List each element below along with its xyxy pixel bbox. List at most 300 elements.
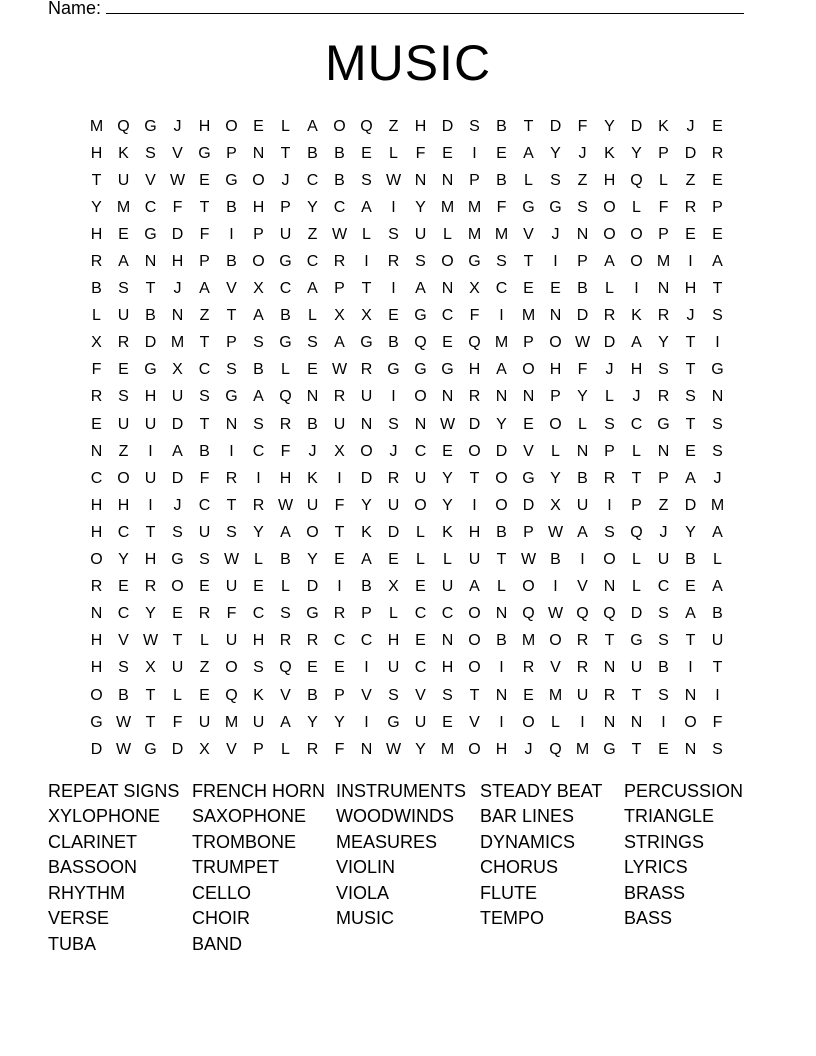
grid-letter: I xyxy=(391,280,396,298)
grid-letter: R xyxy=(306,632,319,650)
grid-letter: W xyxy=(142,632,159,650)
grid-letter: T xyxy=(685,361,696,379)
grid-letter: H xyxy=(90,523,103,541)
grid-letter: U xyxy=(657,551,670,569)
grid-letter: R xyxy=(684,198,697,216)
grid-letter: C xyxy=(252,605,265,623)
grid-letter: B xyxy=(496,117,507,135)
grid-letter: T xyxy=(91,171,102,189)
grid-letter: W xyxy=(547,523,564,541)
grid-letter: U xyxy=(414,225,427,243)
grid-letter: N xyxy=(495,686,508,704)
grid-letter: N xyxy=(711,388,724,406)
grid-letter: F xyxy=(334,740,345,758)
grid-letter: I xyxy=(364,659,369,677)
grid-letter: T xyxy=(361,280,372,298)
grid-letter: J xyxy=(605,361,614,379)
grid-letter: U xyxy=(360,388,373,406)
grid-row xyxy=(83,221,733,248)
grid-letter: Z xyxy=(685,171,696,189)
grid-letter: K xyxy=(253,686,264,704)
grid-letter: G xyxy=(522,198,535,216)
grid-letter: M xyxy=(467,225,482,243)
grid-letter: O xyxy=(414,496,427,514)
grid-letter: Q xyxy=(630,171,643,189)
grid-letter: E xyxy=(685,578,696,596)
grid-letter: S xyxy=(658,605,669,623)
grid-letter: F xyxy=(577,361,588,379)
grid-letter: S xyxy=(550,171,561,189)
grid-letter: O xyxy=(225,659,238,677)
grid-letter: N xyxy=(441,171,454,189)
grid-letter: U xyxy=(198,523,211,541)
grid-letter: H xyxy=(144,551,157,569)
grid-letter: E xyxy=(199,171,210,189)
grid-letter: R xyxy=(387,469,400,487)
grid-letter: Y xyxy=(658,334,669,352)
word-list-item: WOODWINDS xyxy=(336,806,454,827)
grid-letter: U xyxy=(117,307,130,325)
grid-letter: Y xyxy=(118,551,129,569)
grid-letter: P xyxy=(523,523,534,541)
grid-letter: W xyxy=(115,713,132,731)
word-list-row xyxy=(48,906,768,932)
grid-letter: W xyxy=(547,605,564,623)
grid-letter: T xyxy=(280,144,291,162)
grid-letter: E xyxy=(442,144,453,162)
grid-letter: I xyxy=(391,198,396,216)
grid-letter: J xyxy=(389,442,398,460)
grid-letter: U xyxy=(306,496,319,514)
grid-letter: A xyxy=(280,713,291,731)
grid-letter: G xyxy=(387,361,400,379)
grid-letter: V xyxy=(523,225,534,243)
grid-letter: D xyxy=(171,225,184,243)
grid-letter: V xyxy=(469,713,480,731)
grid-letter: N xyxy=(90,442,103,460)
grid-letter: J xyxy=(173,496,182,514)
grid-letter: W xyxy=(574,334,591,352)
grid-letter: R xyxy=(279,632,292,650)
grid-letter: G xyxy=(414,307,427,325)
grid-letter: P xyxy=(253,740,264,758)
grid-letter: A xyxy=(712,253,723,271)
grid-letter: E xyxy=(253,117,264,135)
grid-letter: L xyxy=(173,686,182,704)
grid-letter: R xyxy=(90,388,103,406)
grid-letter: F xyxy=(577,117,588,135)
grid-letter: H xyxy=(441,659,454,677)
grid-letter: S xyxy=(226,361,237,379)
grid-letter: Q xyxy=(360,117,373,135)
grid-letter: N xyxy=(90,605,103,623)
grid-letter: I xyxy=(364,713,369,731)
grid-letter: A xyxy=(685,605,696,623)
grid-letter: M xyxy=(710,496,725,514)
grid-letter: I xyxy=(364,253,369,271)
grid-letter: W xyxy=(385,740,402,758)
grid-letter: L xyxy=(416,523,425,541)
grid-letter: D xyxy=(441,117,454,135)
grid-letter: V xyxy=(523,442,534,460)
grid-letter: N xyxy=(657,442,670,460)
grid-letter: G xyxy=(468,253,481,271)
grid-letter: H xyxy=(171,253,184,271)
grid-letter: V xyxy=(226,280,237,298)
grid-letter: G xyxy=(387,713,400,731)
grid-letter: U xyxy=(576,686,589,704)
grid-row xyxy=(83,492,733,519)
grid-row xyxy=(83,303,733,330)
grid-letter: F xyxy=(334,496,345,514)
grid-letter: R xyxy=(117,334,130,352)
grid-letter: T xyxy=(226,307,237,325)
grid-letter: O xyxy=(252,171,265,189)
grid-letter: S xyxy=(712,442,723,460)
grid-letter: R xyxy=(252,496,265,514)
grid-letter: L xyxy=(362,225,371,243)
grid-letter: G xyxy=(171,551,184,569)
grid-letter: J xyxy=(632,388,641,406)
grid-letter: T xyxy=(145,523,156,541)
grid-letter: D xyxy=(684,144,697,162)
grid-letter: T xyxy=(712,280,723,298)
grid-letter: G xyxy=(90,713,103,731)
name-blank-line xyxy=(106,0,744,14)
grid-letter: O xyxy=(441,253,454,271)
grid-letter: E xyxy=(685,442,696,460)
grid-letter: E xyxy=(199,686,210,704)
grid-letter: O xyxy=(630,253,643,271)
grid-letter: P xyxy=(280,198,291,216)
grid-letter: T xyxy=(226,496,237,514)
grid-letter: J xyxy=(659,523,668,541)
grid-letter: Z xyxy=(658,496,669,514)
grid-letter: O xyxy=(306,523,319,541)
grid-letter: R xyxy=(468,388,481,406)
grid-letter: A xyxy=(118,253,129,271)
grid-letter: I xyxy=(661,713,666,731)
grid-letter: N xyxy=(576,225,589,243)
grid-letter: B xyxy=(550,551,561,569)
grid-letter: O xyxy=(468,605,481,623)
grid-row xyxy=(83,465,733,492)
grid-letter: I xyxy=(553,578,558,596)
grid-letter: Y xyxy=(685,523,696,541)
grid-letter: P xyxy=(361,605,372,623)
grid-letter: E xyxy=(388,551,399,569)
grid-letter: C xyxy=(198,361,211,379)
grid-letter: B xyxy=(199,442,210,460)
grid-letter: C xyxy=(117,523,130,541)
name-field xyxy=(48,0,744,19)
grid-letter: U xyxy=(333,415,346,433)
grid-letter: Z xyxy=(577,171,588,189)
grid-letter: D xyxy=(171,740,184,758)
grid-letter: G xyxy=(144,117,157,135)
grid-row xyxy=(83,682,733,709)
grid-letter: B xyxy=(361,578,372,596)
grid-letter: U xyxy=(117,415,130,433)
grid-row xyxy=(83,330,733,357)
grid-letter: Q xyxy=(522,605,535,623)
grid-letter: R xyxy=(333,253,346,271)
grid-letter: K xyxy=(118,144,129,162)
word-list-item: BAR LINES xyxy=(480,806,575,827)
grid-letter: R xyxy=(198,605,211,623)
grid-letter: N xyxy=(630,713,643,731)
grid-letter: W xyxy=(385,171,402,189)
grid-letter: E xyxy=(415,632,426,650)
grid-letter: J xyxy=(686,117,695,135)
grid-letter: F xyxy=(226,605,237,623)
grid-letter: L xyxy=(92,307,101,325)
grid-letter: R xyxy=(657,307,670,325)
word-list-row xyxy=(48,880,768,906)
grid-letter: V xyxy=(226,740,237,758)
grid-letter: R xyxy=(576,632,589,650)
grid-letter: C xyxy=(495,280,508,298)
grid-letter: C xyxy=(360,632,373,650)
grid-letter: T xyxy=(685,334,696,352)
grid-row xyxy=(83,547,733,574)
grid-row xyxy=(83,438,733,465)
grid-letter: E xyxy=(685,225,696,243)
grid-letter: I xyxy=(337,578,342,596)
grid-letter: G xyxy=(657,415,670,433)
grid-letter: G xyxy=(225,388,238,406)
grid-letter: J xyxy=(686,307,695,325)
grid-letter: E xyxy=(442,442,453,460)
grid-letter: B xyxy=(577,469,588,487)
grid-row xyxy=(83,140,733,167)
grid-letter: L xyxy=(632,551,641,569)
grid-letter: B xyxy=(226,253,237,271)
grid-letter: M xyxy=(440,740,455,758)
grid-letter: N xyxy=(603,713,616,731)
grid-letter: T xyxy=(523,117,534,135)
grid-letter: T xyxy=(145,280,156,298)
grid-letter: K xyxy=(631,307,642,325)
grid-letter: T xyxy=(604,632,615,650)
grid-letter: Q xyxy=(279,388,292,406)
word-list-item: MEASURES xyxy=(336,831,438,852)
word-list-item: BRASS xyxy=(624,882,686,903)
word-list-item: TRIANGLE xyxy=(624,806,715,827)
grid-letter: J xyxy=(173,280,182,298)
grid-letter: M xyxy=(548,686,563,704)
grid-letter: B xyxy=(334,171,345,189)
grid-letter: Y xyxy=(334,713,345,731)
word-list-item: VIOLA xyxy=(336,882,390,903)
grid-letter: G xyxy=(225,171,238,189)
grid-letter: H xyxy=(144,388,157,406)
word-list-item: TROMBONE xyxy=(192,831,297,852)
grid-letter: O xyxy=(603,225,616,243)
grid-letter: N xyxy=(414,415,427,433)
grid-letter: S xyxy=(253,415,264,433)
grid-letter: U xyxy=(414,713,427,731)
grid-letter: L xyxy=(281,578,290,596)
grid-letter: F xyxy=(415,144,426,162)
grid-letter: L xyxy=(578,415,587,433)
grid-row xyxy=(83,276,733,303)
grid-letter: B xyxy=(280,551,291,569)
grid-letter: E xyxy=(712,225,723,243)
grid-row xyxy=(83,574,733,601)
word-list-row xyxy=(48,855,768,881)
word-list-row xyxy=(48,804,768,830)
grid-letter: H xyxy=(549,361,562,379)
grid-letter: U xyxy=(144,469,157,487)
grid-letter: N xyxy=(441,632,454,650)
grid-letter: H xyxy=(468,361,481,379)
grid-letter: P xyxy=(199,253,210,271)
grid-letter: N xyxy=(603,659,616,677)
word-list-item: FRENCH HORN xyxy=(192,780,325,801)
grid-letter: T xyxy=(199,415,210,433)
grid-letter: E xyxy=(415,578,426,596)
grid-letter: P xyxy=(658,225,669,243)
grid-letter: M xyxy=(170,334,185,352)
grid-letter: D xyxy=(630,605,643,623)
grid-letter: K xyxy=(307,469,318,487)
grid-letter: S xyxy=(685,388,696,406)
grid-letter: C xyxy=(441,605,454,623)
grid-letter: E xyxy=(550,280,561,298)
grid-letter: S xyxy=(118,388,129,406)
word-list-item: TEMPO xyxy=(480,908,545,929)
grid-letter: B xyxy=(307,144,318,162)
grid-letter: N xyxy=(144,253,157,271)
grid-letter: P xyxy=(631,496,642,514)
grid-letter: R xyxy=(360,361,373,379)
grid-letter: A xyxy=(577,523,588,541)
grid-letter: J xyxy=(524,740,533,758)
grid-letter: K xyxy=(604,144,615,162)
grid-letter: O xyxy=(630,225,643,243)
grid-letter: Y xyxy=(361,496,372,514)
grid-letter: I xyxy=(715,686,720,704)
grid-letter: L xyxy=(254,551,263,569)
grid-letter: T xyxy=(685,632,696,650)
grid-letter: A xyxy=(361,551,372,569)
grid-letter: S xyxy=(577,198,588,216)
grid-letter: O xyxy=(90,551,103,569)
grid-letter: G xyxy=(549,198,562,216)
word-list-row xyxy=(48,931,768,957)
grid-letter: T xyxy=(469,686,480,704)
grid-row xyxy=(83,384,733,411)
grid-letter: B xyxy=(496,632,507,650)
grid-letter: Q xyxy=(279,659,292,677)
grid-letter: S xyxy=(604,415,615,433)
grid-row xyxy=(83,601,733,628)
grid-row xyxy=(83,709,733,736)
grid-letter: H xyxy=(90,659,103,677)
grid-letter: S xyxy=(388,686,399,704)
grid-letter: T xyxy=(199,198,210,216)
grid-letter: A xyxy=(523,144,534,162)
word-list-item: BAND xyxy=(192,933,243,954)
grid-letter: U xyxy=(171,388,184,406)
grid-letter: F xyxy=(496,198,507,216)
grid-letter: N xyxy=(225,415,238,433)
grid-letter: Q xyxy=(468,334,481,352)
word-list-row xyxy=(48,778,768,804)
grid-letter: A xyxy=(415,280,426,298)
grid-letter: H xyxy=(90,225,103,243)
grid-letter: O xyxy=(549,632,562,650)
grid-letter: L xyxy=(659,171,668,189)
grid-letter: X xyxy=(334,442,345,460)
grid-letter: G xyxy=(441,361,454,379)
grid-letter: D xyxy=(684,496,697,514)
grid-letter: L xyxy=(497,578,506,596)
grid-letter: L xyxy=(443,225,452,243)
grid-letter: B xyxy=(658,659,669,677)
grid-letter: C xyxy=(306,253,319,271)
grid-letter: A xyxy=(361,198,372,216)
word-list-item: PERCUSSION xyxy=(624,780,744,801)
grid-letter: L xyxy=(443,551,452,569)
grid-letter: O xyxy=(225,117,238,135)
grid-letter: L xyxy=(524,171,533,189)
grid-letter: A xyxy=(172,442,183,460)
grid-letter: W xyxy=(439,415,456,433)
grid-letter: E xyxy=(712,117,723,135)
grid-letter: L xyxy=(605,388,614,406)
grid-letter: U xyxy=(630,659,643,677)
grid-letter: E xyxy=(307,659,318,677)
grid-letter: R xyxy=(711,144,724,162)
grid-letter: A xyxy=(712,578,723,596)
grid-letter: I xyxy=(580,551,585,569)
word-list-item: TRUMPET xyxy=(192,857,279,878)
grid-letter: N xyxy=(657,280,670,298)
grid-letter: U xyxy=(171,659,184,677)
grid-row xyxy=(83,736,733,763)
grid-letter: R xyxy=(387,253,400,271)
grid-letter: U xyxy=(144,415,157,433)
grid-letter: U xyxy=(387,659,400,677)
grid-letter: O xyxy=(522,578,535,596)
grid-letter: E xyxy=(91,415,102,433)
grid-letter: I xyxy=(499,307,504,325)
grid-letter: Q xyxy=(603,605,616,623)
grid-letter: B xyxy=(91,280,102,298)
word-list-row xyxy=(48,829,768,855)
grid-letter: G xyxy=(522,469,535,487)
grid-letter: E xyxy=(199,578,210,596)
grid-letter: C xyxy=(414,659,427,677)
grid-letter: B xyxy=(685,551,696,569)
grid-letter: H xyxy=(684,280,697,298)
grid-letter: S xyxy=(442,686,453,704)
grid-letter: P xyxy=(577,253,588,271)
grid-letter: Q xyxy=(549,740,562,758)
grid-letter: G xyxy=(198,144,211,162)
grid-letter: S xyxy=(658,361,669,379)
grid-letter: O xyxy=(549,415,562,433)
grid-letter: O xyxy=(468,442,481,460)
grid-letter: F xyxy=(172,713,183,731)
grid-letter: E xyxy=(172,605,183,623)
grid-letter: S xyxy=(307,334,318,352)
grid-letter: O xyxy=(90,686,103,704)
grid-letter: G xyxy=(414,361,427,379)
word-list-item: BASSOON xyxy=(48,857,138,878)
